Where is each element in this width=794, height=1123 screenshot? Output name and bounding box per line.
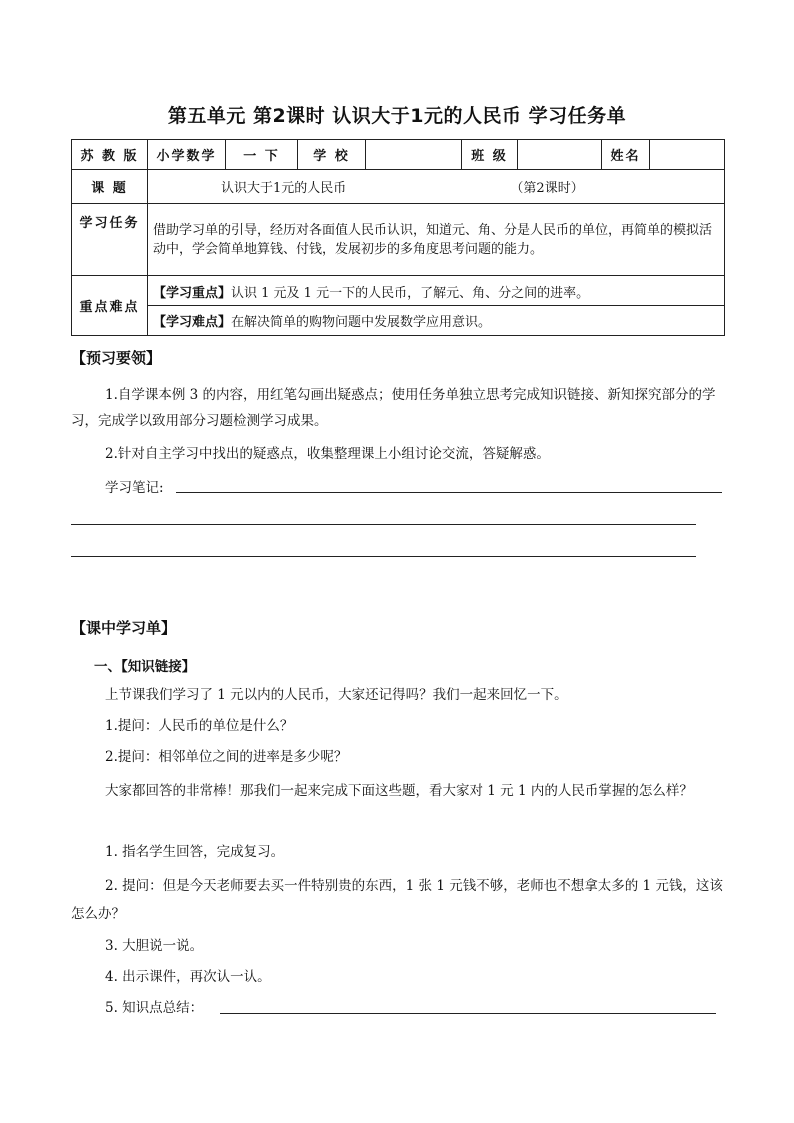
- notes-label: 学习笔记:: [105, 480, 164, 496]
- notes-line-1[interactable]: [176, 492, 722, 493]
- task-label: 学习任务: [72, 204, 148, 276]
- summary-line[interactable]: [220, 1013, 716, 1014]
- key-point-text: 认识 1 元及 1 元一下的人民币，了解元、角、分之间的进率。: [231, 286, 590, 301]
- step-1: 1. 指名学生回答，完成复习。: [105, 844, 285, 860]
- notes-line-2[interactable]: [71, 524, 696, 525]
- notes-line-3[interactable]: [71, 556, 696, 557]
- preview-item-1: 1.自学课本例 3 的内容，用红笔勾画出疑惑点；使用任务单独立思考完成知识链接、新知探究部分的学习，完成学以致用部分习题检测学习成果。: [71, 387, 716, 429]
- name-field[interactable]: [650, 140, 725, 170]
- grade-cell: 一 下: [226, 140, 298, 170]
- preview-item-2: 2.针对自主学习中找出的疑惑点，收集整理课上小组讨论交流，答疑解惑。: [105, 446, 550, 462]
- class-field[interactable]: [518, 140, 602, 170]
- class-label: 班 级: [462, 140, 518, 170]
- intro-paragraph: 上节课我们学习了 1 元以内的人民币，大家还记得吗？我们一起来回忆一下。: [105, 687, 568, 703]
- praise-paragraph: 大家都回答的非常棒！那我们一起来完成下面这些题，看大家对 1 元 1 内的人民币掌握的怎么样？: [105, 783, 693, 799]
- task-text: 借助学习单的引导，经历对各面值人民币认识，知道元、角、分是人民币的单位，再简单的模拟活动中，学会简单地算钱、付钱，发展初步的多角度思考问题的能力。: [148, 204, 725, 276]
- page-title: 第五单元 第2课时 认识大于1元的人民币 学习任务单: [167, 105, 627, 127]
- key-points: [148, 276, 725, 336]
- difficulty-tag: 【学习难点】: [153, 315, 232, 330]
- inclass-heading: 【课中学习单】: [71, 619, 177, 637]
- step-5-label: 5. 知识点总结：: [105, 1000, 204, 1016]
- publisher-cell: 苏 教 版: [72, 140, 148, 170]
- school-label: 学 校: [298, 140, 366, 170]
- preview-heading: 【预习要领】: [71, 349, 162, 367]
- info-table: [71, 139, 725, 336]
- subject-cell: 小学数学: [148, 140, 226, 170]
- step-2: 2. 提问：但是今天老师要去买一件特别贵的东西，1 张 1 元钱不够，老师也不想拿太多的 1 元钱，这该怎么办？: [71, 878, 723, 922]
- knowledge-link-heading: 一、【知识链接】: [94, 659, 196, 675]
- school-field[interactable]: [366, 140, 462, 170]
- step-3: 3. 大胆说一说。: [105, 938, 204, 954]
- difficulty-row: [148, 306, 724, 333]
- question-1: 1.提问：人民币的单位是什么？: [105, 718, 294, 734]
- topic-lesson: （第2课时）: [510, 181, 584, 196]
- key-label: 重点难点: [72, 276, 148, 336]
- name-label: 姓名: [602, 140, 650, 170]
- key-point-tag: 【学习重点】: [153, 286, 232, 301]
- topic-label: 课 题: [72, 170, 148, 204]
- difficulty-text: 在解决简单的购物问题中发展数学应用意识。: [231, 315, 492, 330]
- key-point-row: [148, 278, 724, 306]
- topic-cell: [148, 170, 725, 204]
- topic-value: 认识大于1元的人民币: [221, 181, 347, 196]
- question-2: 2.提问：相邻单位之间的进率是多少呢？: [105, 749, 348, 765]
- step-4: 4. 出示课件，再次认一认。: [105, 969, 271, 985]
